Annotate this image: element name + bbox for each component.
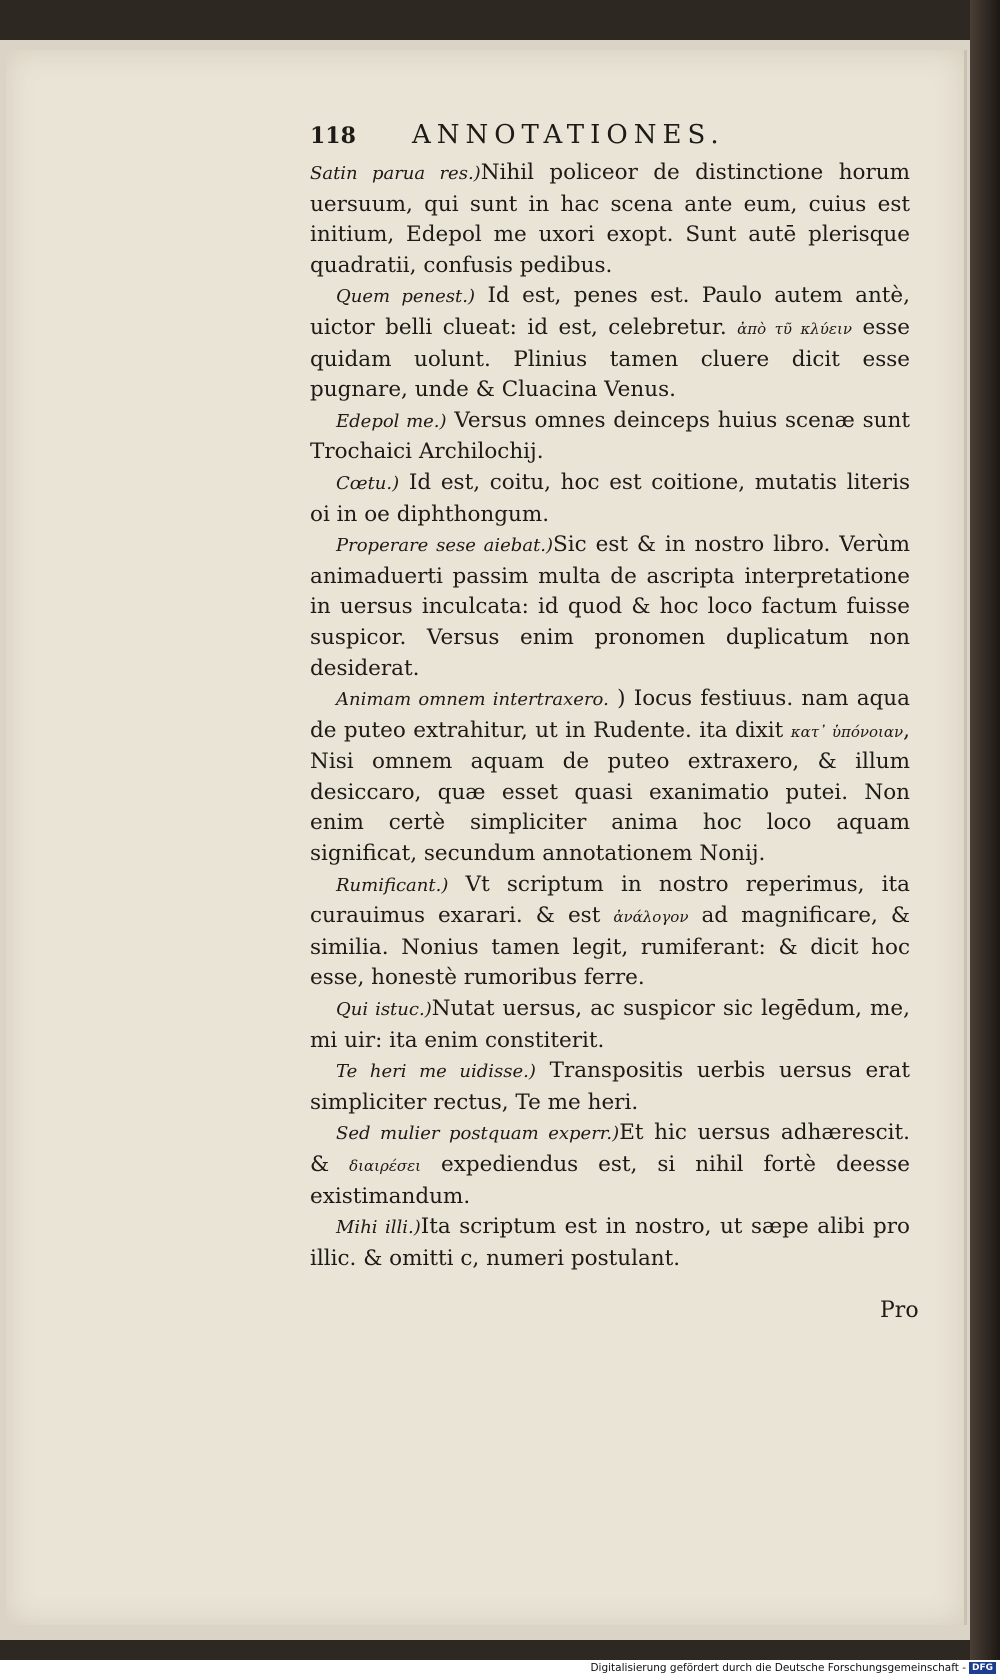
greek-phrase: ἀνάλογον xyxy=(613,908,689,927)
entry-text: Et hic uersus adhærescit. & xyxy=(310,1120,910,1177)
entry-lemma: Rumificant.) xyxy=(336,874,449,896)
annotation-entry xyxy=(310,870,910,994)
entry-lemma: Edepol me.) xyxy=(336,410,447,432)
entry-text: Nutat uersus, ac suspicor sic legēdum, me, mi uir: ita enim constiterit. xyxy=(310,996,910,1053)
annotation-entry xyxy=(310,1212,910,1274)
page-header xyxy=(310,120,910,158)
footer-credit: Digitalisierung gefördert durch die Deutsche Forschungsgemeinschaft - xyxy=(590,1661,966,1674)
greek-phrase: διαιρέσει xyxy=(349,1157,422,1175)
entry-lemma: Te heri me uidisse.) xyxy=(336,1061,536,1083)
folio-number: 118 xyxy=(310,123,356,149)
entry-lemma: Quem penest.) xyxy=(336,286,476,308)
entry-text: Nihil policeor de distinctione horum uersuum, qui sunt in hac scena ante eum, cuius est initium, Edepol me uxori exopt. Sunt autē plerisque quadratii, confusis pedibus. xyxy=(310,160,910,278)
text-block xyxy=(310,120,910,1274)
entry-text: Versus omnes deinceps huius scenæ sunt Trochaici Archilochij. xyxy=(310,407,910,465)
entry-text: Ita scriptum est in nostro, ut sæpe alibi pro illic. & omitti c, numeri postulant. xyxy=(310,1214,910,1271)
greek-phrase: κατ᾽ ὑπόνοιαν xyxy=(790,722,904,741)
annotation-entry xyxy=(310,530,910,684)
dfg-logo: DFG xyxy=(969,1662,996,1674)
annotation-entry xyxy=(310,158,910,281)
annotation-entry xyxy=(310,406,910,468)
entry-text: Id est, penes est. Paulo autem antè, uictor belli clueat: id est, celebretur. xyxy=(310,283,910,340)
annotation-entry xyxy=(310,684,910,870)
running-head: ANNOTATIONES. xyxy=(411,120,725,150)
annotation-entry xyxy=(310,1056,910,1118)
digitization-footer xyxy=(0,1660,1000,1675)
catchword: Pro xyxy=(880,1298,919,1323)
entry-text: expediendus est, si nihil fortè deesse existimandum. xyxy=(310,1152,910,1209)
entry-text: Transpositis uerbis uersus erat simpliciter rectus, Te me heri. xyxy=(310,1058,910,1115)
entry-text: ad magnificare, & similia. Nonius tamen legit, rumiferant: & dicit hoc esse, honestè rumoribus ferre. xyxy=(310,903,910,991)
entry-text: esse quidam uolunt. Plinius tamen cluere dicit esse pugnare, unde & Cluacina Venus. xyxy=(310,314,910,403)
entry-lemma: Satin parua res.) xyxy=(310,163,481,184)
entry-text: Vt scriptum in nostro reperimus, ita curauimus exarari. & est xyxy=(310,871,910,929)
entry-lemma: Mihi illi.) xyxy=(336,1217,421,1239)
entry-lemma: Sed mulier postquam experr.) xyxy=(336,1123,620,1145)
entry-text: Id est, coitu, hoc est coitione, mutatis literis oi in oe diphthongum. xyxy=(310,469,910,527)
entry-lemma: Qui istuc.) xyxy=(336,999,432,1021)
annotation-entry xyxy=(310,281,910,405)
entry-text: ) Iocus festiuus. nam aqua de puteo extrahitur, ut in Rudente. ita dixit xyxy=(310,686,910,743)
annotation-entry xyxy=(310,1118,910,1212)
book-spine xyxy=(970,0,1000,1660)
annotation-entry xyxy=(310,468,910,530)
annotation-entry xyxy=(310,994,910,1056)
entry-lemma: Properare sese aiebat.) xyxy=(336,535,554,557)
entry-text: , Nisi omnem aquam de puteo extraxero, & illum desiccaro, quæ esset quasi exanimatio putei. Non enim certè simpliciter anima hoc loco aquam significat, secundum annotationem Nonij. xyxy=(310,717,911,867)
entry-text: Sic est & in nostro libro. Verùm animaduerti passim multa de ascripta interpretatione in uersus inculcata: id quod & hoc loco factum fuisse suspicor. Versus enim pronomen duplicatum non desiderat. xyxy=(310,532,910,681)
entry-lemma: Animam omnem intertraxero. xyxy=(336,689,609,711)
greek-phrase: ἀπὸ τῦ κλύειν xyxy=(737,319,852,338)
entry-lemma: Cœtu.) xyxy=(336,472,400,494)
